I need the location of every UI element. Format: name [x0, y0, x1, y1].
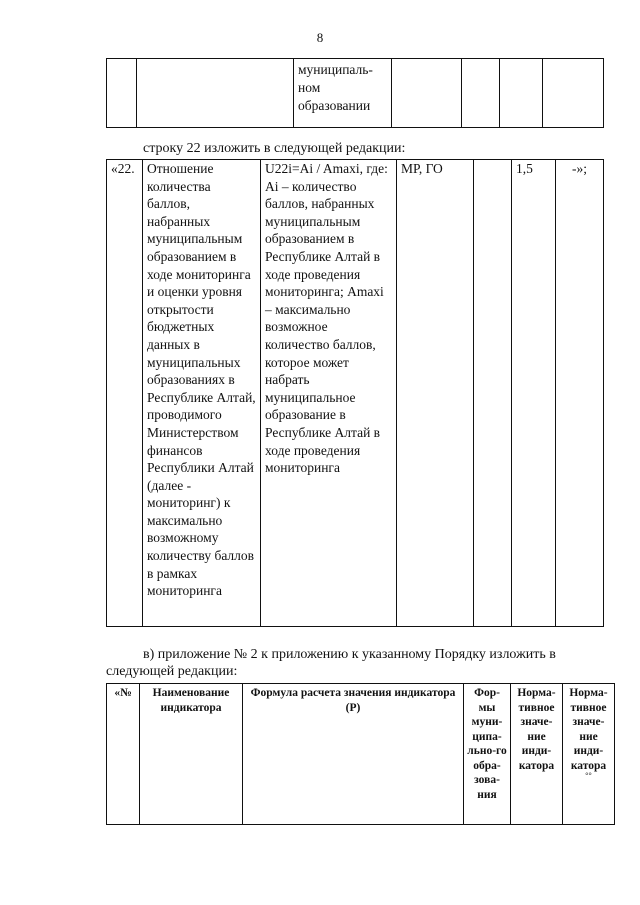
table-cell: [392, 59, 462, 128]
header-col-number: «№: [107, 684, 140, 825]
page-number: 8: [316, 30, 324, 45]
closing-mark: -»;: [556, 160, 604, 627]
table-row: [107, 160, 604, 627]
instruction-line-22: строку 22 изложить в следующей редакции:: [143, 141, 406, 156]
header-col-norm-1: Норма-тивное значе-ние инди-катора: [511, 684, 563, 825]
table-cell: [543, 59, 604, 128]
table-row: [107, 59, 604, 128]
footnote-mark: °°: [585, 771, 592, 780]
header-col-forms: Фор-мы муни-ципа-льно-го обра-зова-ния: [464, 684, 511, 825]
header-col-norm-2-text: Норма-тивное значе-ние инди-катора: [569, 687, 608, 772]
table-fragment-top: [106, 58, 604, 128]
indicator-formula: U22i=Ai / Amaxi, где: Ai – количество баллов, набранных муниципальным образованием в Республике Алтай в ходе проведения мониторинга; Amaxi – максимально возможное количество баллов, которое может набрать муниципальное образование в Республике Алтай в ходе проведения мониторинга: [261, 160, 397, 627]
municipality-forms: МР, ГО: [397, 160, 474, 627]
table-cell: [137, 59, 294, 128]
header-col-formula: Формула расчета значения индикатора (Р): [243, 684, 464, 825]
header-col-norm-2: [563, 684, 615, 825]
table-cell: [107, 59, 137, 128]
row-number: «22.: [107, 160, 143, 627]
normative-value: 1,5: [512, 160, 556, 627]
appendix-table-header: [106, 683, 615, 825]
table-cell: [474, 160, 512, 627]
instruction-para-b-line2: следующей редакции:: [106, 664, 238, 679]
table-cell: [500, 59, 543, 128]
table-row-22: [106, 159, 604, 627]
table-cell-text: муниципаль- ном образовании: [294, 59, 392, 128]
table-header-row: [107, 684, 615, 825]
indicator-name: Отношение количества баллов, набранных муниципальным образованием в ходе мониторинга и оценки уровня открытости бюджетных данных в муниципальных образованиях в Республике Алтай, проводимого Министерством финансов Республики Алтай (далее - мониторинг) к максимально возможному количеству баллов в рамках мониторинга: [143, 160, 261, 627]
instruction-para-b-line1: в) приложение № 2 к приложению к указанному Порядку изложить в: [143, 647, 556, 662]
header-col-name: Наименование индикатора: [140, 684, 243, 825]
table-cell: [462, 59, 500, 128]
